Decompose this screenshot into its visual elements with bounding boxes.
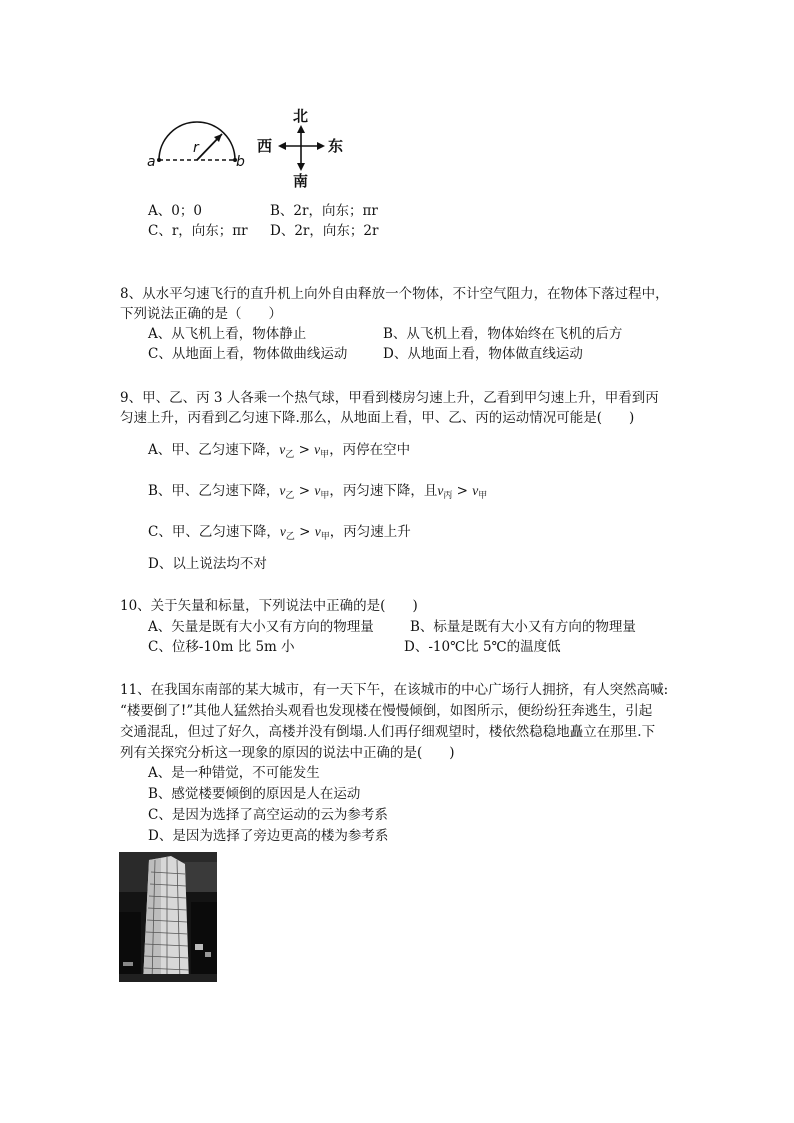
compass-south: 南	[293, 172, 309, 188]
q8-option-c: C、从地面上看，物体做曲线运动	[148, 346, 348, 362]
q10-stem: 10、关于矢量和标量，下列说法中正确的是( )	[120, 598, 418, 614]
q9-option-a: A、甲、乙匀速下降，$v_乙 > v_甲$，丙停在空中	[148, 442, 411, 460]
compass-north: 北	[293, 107, 309, 125]
tall-building-photo	[119, 852, 217, 982]
q8-option-b: B、从飞机上看，物体始终在飞机的后方	[383, 326, 623, 342]
q11-stem-line2: “楼要倒了!”其他人猛然抬头观看也发现楼在慢慢倾倒，如图所示，便纷纷狂奔逃生，引起	[120, 703, 653, 719]
q7-option-c: C、r，向东；πr	[148, 223, 248, 239]
q11-option-b: B、感觉楼要倾倒的原因是人在运动	[148, 786, 361, 802]
q11-option-c: C、是因为选择了高空运动的云为参考系	[148, 807, 388, 823]
q9-stem-line2: 匀速上升，丙看到乙匀速下降.那么，从地面上看，甲、乙、丙的运动情况可能是( )	[120, 410, 635, 426]
q10-option-c: C、位移-10m 比 5m 小	[148, 639, 295, 655]
q8-stem-line2: 下列说法正确的是（ ）	[120, 306, 282, 322]
q9-option-b: B、甲、乙匀速下降，$v_乙 > v_甲$，丙匀速下降，且$v_丙 > v_甲$	[148, 483, 488, 501]
compass-west: 西	[257, 137, 273, 155]
q9-option-d: D、以上说法均不对	[148, 556, 267, 572]
q7-option-a: A、0；0	[148, 203, 202, 219]
q7-option-d: D、2r，向东；2r	[270, 223, 379, 239]
q7-option-b: B、2r，向东；πr	[270, 203, 378, 219]
compass-east: 东	[328, 137, 344, 155]
q9-stem-line1: 9、甲、乙、丙 3 人各乘一个热气球，甲看到楼房匀速上升，乙看到甲匀速上升，甲看到丙	[120, 390, 659, 406]
q9-option-c: C、甲、乙匀速下降，$v_乙 > v_甲$，丙匀速上升	[148, 524, 411, 542]
point-a-label: a	[147, 154, 156, 170]
q11-stem-line3: 交通混乱，但过了好久，高楼并没有倒塌.人们再仔细观望时，楼依然稳稳地矗立在那里.下	[120, 724, 656, 740]
q10-option-a: A、矢量是既有大小又有方向的物理量	[148, 619, 374, 635]
point-b-label: b	[236, 154, 245, 170]
q8-stem-line1: 8、从水平匀速飞行的直升机上向外自由释放一个物体，不计空气阻力，在物体下落过程中，	[120, 286, 669, 302]
q11-option-a: A、是一种错觉，不可能发生	[148, 765, 320, 781]
q11-option-d: D、是因为选择了旁边更高的楼为参考系	[148, 828, 389, 844]
q8-option-a: A、从飞机上看，物体静止	[148, 326, 307, 342]
compass-diagram	[255, 106, 350, 188]
q11-stem-line4: 列有关探究分析这一现象的原因的说法中正确的是( )	[120, 745, 455, 761]
semicircle-diagram	[145, 118, 245, 174]
q8-option-d: D、从地面上看，物体做直线运动	[383, 346, 583, 362]
q10-option-d: D、-10℃比 5℃的温度低	[404, 639, 561, 655]
q10-option-b: B、标量是既有大小又有方向的物理量	[410, 619, 636, 635]
radius-label: r	[193, 140, 199, 156]
q11-stem-line1: 11、在我国东南部的某大城市，有一天下午，在该城市的中心广场行人拥挤，有人突然高喊:	[120, 682, 669, 698]
